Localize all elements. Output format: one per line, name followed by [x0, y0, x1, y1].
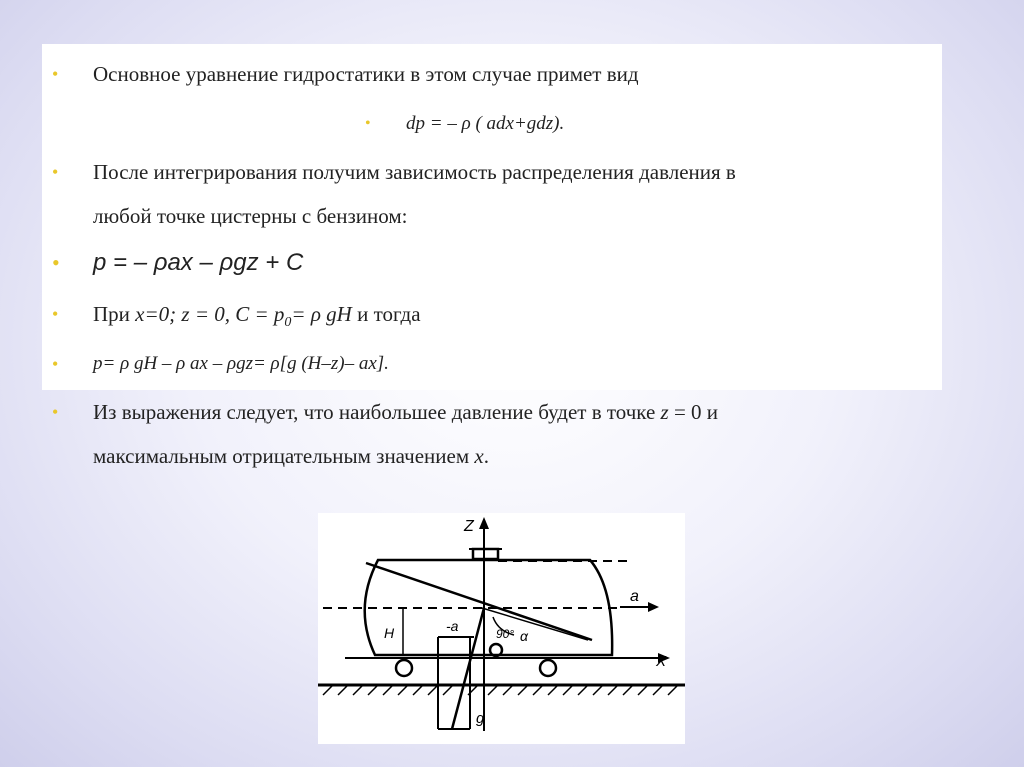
text-line-3 — [93, 302, 421, 335]
bullet-dot: • — [365, 115, 371, 132]
text-line-2a: После интегрирования получим зависимость распределения давления в — [93, 160, 736, 184]
formula-3: p= ρ gH – ρ ax – ρgz= ρ[g (H–z)– ax]. — [93, 353, 389, 374]
formula-2: p = – ρax – ρgz + C — [93, 249, 304, 276]
label-minus-a: -a — [446, 618, 459, 634]
label-h: H — [384, 625, 395, 641]
tank-hatch — [473, 549, 498, 559]
label-angle: 90° — [496, 627, 515, 641]
a-arrow-head — [648, 602, 659, 612]
text-line-1: Основное уравнение гидростатики в этом случае примет вид — [93, 62, 639, 86]
equation-text: = ρ gH — [291, 302, 352, 326]
label-g: g — [476, 710, 485, 727]
text-prefix: максимальным отрицательным значением — [93, 444, 475, 468]
bullet-dot: • — [52, 250, 60, 275]
condition-text: x=0; z = 0, C = p — [135, 302, 285, 326]
bullet-dot: • — [52, 64, 59, 84]
tank-diagram-svg — [318, 513, 685, 744]
wheel-right — [540, 660, 556, 676]
tank-diagram — [318, 513, 685, 744]
variable-z: z — [660, 400, 669, 424]
label-z: Z — [464, 518, 474, 535]
bullet-dot: • — [52, 402, 59, 422]
text-line-4b — [93, 444, 489, 468]
wheel-left — [396, 660, 412, 676]
text-suffix: и тогда — [351, 302, 421, 326]
bullet-dot: • — [52, 304, 59, 324]
text-prefix: Из выражения следует, что наибольшее давление будет в точке — [93, 400, 661, 424]
bullet-dot: • — [52, 162, 59, 182]
subscript: 0 — [284, 315, 292, 331]
text-suffix: = 0 и — [668, 400, 719, 424]
text-line-4a — [93, 400, 718, 424]
label-alpha: α — [520, 628, 528, 644]
variable-x: x — [474, 444, 484, 468]
label-x: X — [656, 653, 667, 670]
label-a-arrow: a — [630, 588, 639, 605]
text-prefix: При — [93, 302, 136, 326]
formula-1: dp = – ρ ( adx+gdz). — [406, 113, 565, 134]
text-suffix: . — [483, 444, 489, 468]
text-line-2b: любой точке цистерны с бензином: — [93, 204, 408, 228]
z-arrow — [479, 517, 489, 529]
bullet-dot: • — [52, 354, 59, 374]
